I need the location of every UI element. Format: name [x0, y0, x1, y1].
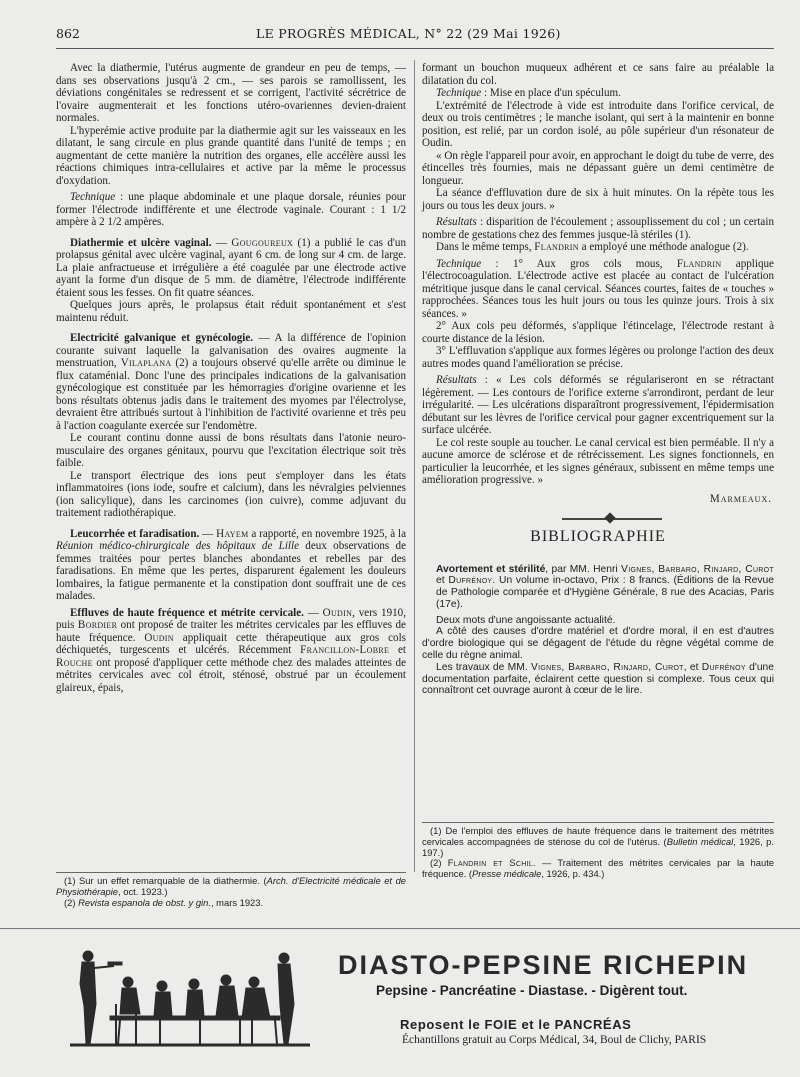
footnote-rule — [422, 822, 774, 823]
footnote — [422, 858, 774, 880]
footnote-text: (2) — [64, 896, 79, 908]
section-text: — A la différence de l'opinion courante suivant laquelle la galvanisation des ovaires augmente la menstruation, — [56, 332, 407, 369]
book-title: Avortement et stérilité — [436, 563, 546, 575]
author-names: Vignes, Barbaro, Rinjard, Curot — [621, 563, 774, 575]
left-column — [56, 62, 406, 694]
author-name: Oudin — [322, 606, 353, 619]
section-text: ont proposé de traiter les métrites cervicales par les effluves de haute fréquence. — [56, 619, 406, 644]
author-name: Oudin — [144, 631, 174, 644]
section-text: a rapporté, en novembre 1925, à la — [248, 527, 407, 540]
technique-text: : une plaque abdominale et une plaque dorsale, réunies pour former l'électrode indifférente et une électrode vaginale. Courant : 1 1/2 ampère à 2 1/2 ampères. — [56, 191, 406, 228]
author-signature: Marmeaux. — [709, 492, 772, 505]
advertisement-rule — [0, 928, 800, 929]
footnotes-right — [422, 826, 774, 880]
section-text: , vers 1910, puis — [56, 606, 407, 631]
paragraph-text: Les travaux de MM. — [436, 661, 531, 673]
paragraph: formant un bouchon muqueux adhérent et ce sans faire au préalable la dilatation du col. — [422, 62, 774, 87]
technique-paragraph — [56, 191, 406, 229]
author-name: Flandrin — [676, 257, 722, 270]
paragraph: Le col reste souple au toucher. Le canal cervical est bien perméable. Il n'y a aucune amorce de sclérose et de rétrécissement. Les signes fonctionnels, en particulier la leucorrhée, et les signes généraux, subissent en même temps une amélioration progressive. » — [422, 436, 774, 486]
header-rule — [56, 48, 774, 49]
footnote-text: . — Traitement des métrites cervicales par la haute fréquence. ( — [422, 857, 775, 880]
paragraph: 2° Aux cols peu déformés, s'applique l'étincelage, l'électrode restant à courte distance de la lésion. — [422, 320, 774, 345]
author-names: Flandrin et Schil — [447, 857, 534, 869]
bibliography-section — [422, 564, 774, 698]
bibliography-entry — [422, 564, 774, 611]
author-names: Vignes, Barbaro, Rinjard, Curot — [530, 661, 684, 673]
journal-title: Bulletin médical — [666, 835, 734, 847]
paragraph: L'extrémité de l'électrode à vide est introduite dans l'orifice cervical, de deux ou trois centimètres ; le manche isolant, qui sert à la maintenir en bonne position, est relié, par un cordon isolé, au pôle supérieur d'un résonateur de Oudin. — [422, 99, 774, 149]
results-paragraph — [422, 216, 774, 241]
section-text: et — [389, 644, 407, 656]
paragraph — [422, 662, 774, 697]
paragraph: Avec la diathermie, l'utérus augmente de grandeur en peu de temps, — dans ses observations jusqu'à 2 cm., — ses parois se ramollissent, les déviations congénitales se redressent et se corrigent, l'activité sécrétrice de l'ovaire augmenterait et les fonctions utéro-ovariennes devien-draient normales. — [56, 62, 406, 124]
paragraph-text: , et — [683, 661, 702, 673]
paragraph: Deux mots d'une angoissante actualité. — [436, 614, 616, 626]
section-title: Electricité galvanique et gynécologie. — [70, 332, 254, 344]
footnote — [422, 826, 774, 858]
results-paragraph — [422, 374, 774, 437]
running-head — [56, 26, 774, 44]
paragraph: La séance d'effluvation dure de six à huit minutes. On la répète tous les jours ou tous les deux jours. » — [422, 187, 774, 212]
author-name: Bordier — [77, 619, 118, 631]
footnote-text: (1) De l'emploi des effluves de haute fréquence dans le traitement des métrites cervicales accompagnées de sténose du col de l'utérus. ( — [422, 825, 774, 847]
paragraph: Le courant continu donne aussi de bons résultats dans l'atonie neuro-musculaire des organes génitaux, pourvu que l'excitation électrique soit très faible. — [56, 432, 406, 469]
technique-label: Technique — [436, 87, 482, 99]
author-name: Dufrénoy — [701, 661, 746, 673]
section-text: deux observations de femmes traitées pour pertes blanches abondantes et rebelles par des faradisations. En même que les pertes, disparurent également les douleurs lombaires, la fatigue permanente et la constipation dont souffrait une de ces malades. — [56, 540, 406, 602]
footnote — [56, 898, 406, 909]
section-title: Diathermie et ulcère vaginal. — [70, 236, 212, 249]
results-label: Résultats — [436, 216, 477, 228]
paragraph: A côté des causes d'ordre matériel et d'ordre moral, il en est d'autres d'ordre biologique qui se dégagent de l'étude du règne végétal comme de celle du règne animal. — [422, 626, 774, 662]
footnote-rule — [56, 872, 406, 873]
technique-text: : 1° Aux gros cols mous, — [481, 257, 677, 270]
footnote-text: , 1926, p. 197.) — [422, 835, 775, 858]
section-leucorrhee: Leucorrhée et faradisation. — Hayem a rapporté, en novembre 1925, à la Réunion médico-chirurgicale des hôpitaux de Lille deux observations de femmes traitées pour pertes blanches abondantes et rebelles par des faradisations. En même que les pertes, disparurent également les douleurs lombaires, la fatigue permanente et la constipation dont souffrait une de ces malades. — [56, 527, 407, 602]
journal-header: LE PROGRÈS MÉDICAL, N° 22 (29 Mai 1926) — [256, 26, 561, 41]
journal-title: Revista espanola de obst. y gin. — [78, 896, 211, 908]
author-name: Hayem — [216, 527, 249, 540]
paragraph: 3° L'effluvation s'applique aux formes légères ou prolonge l'action des deux autres modes quand l'amélioration se précise. — [422, 345, 774, 370]
right-column — [422, 62, 774, 697]
paragraph-text: d'une documentation parfaite, éclairent cette question si complexe. Tous ceux qui connaîtront cet ouvrage auront à cœur de le lire. — [422, 661, 774, 697]
advertisement-title: DIASTO-PEPSINE RICHEPIN — [338, 950, 749, 980]
technique-paragraph — [422, 258, 774, 321]
footnote-text: (2) — [430, 857, 448, 869]
author-name: Rouche — [56, 656, 93, 669]
section-title: Effluves de haute fréquence et métrite cervicale. — [70, 606, 304, 619]
author-name: Vilaplana — [120, 357, 172, 369]
footnote-text: , 1926, p. 434.) — [541, 868, 605, 880]
section-title: Leucorrhée et faradisation. — [70, 527, 200, 540]
technique-text: applique l'électrocoagulation. L'électrode active est placée au contact de l'ulcération métritique jusque dans le canal cervical. Séances courtes, faites de « touches » rapprochées. Séances tous les huit jours ou tous les quinze jours. Trois à six séances. » — [422, 257, 774, 320]
footnote-text: , oct. 1923.) — [118, 885, 168, 897]
section-text: (2) a toujours observé qu'elle arrête ou diminue le flux cataménial. Donc l'une des principales indications de la galvanisation gynécologique est constituée par les hémorragies d'origine ovarienne et les bons résultats obtenus jadis dans le traitement des myomes par l'électrolyse, devraient être attribués surtout à l'inhibition de l'activité ovarienne et très peu à l'action coagulante exercée sur l'endomètre. — [56, 357, 406, 432]
entry-text: , par MM. Henri — [545, 563, 622, 575]
paragraph: « On règle l'appareil pour avoir, en approchant le doigt du tube de verre, des étincelles très fournies, mais ne dépassant guère un demi centimètre de longueur. — [422, 149, 774, 187]
section-ornament — [422, 513, 774, 525]
author-name: Gougoureux — [231, 236, 294, 249]
author-name: Dufrénoy — [448, 575, 493, 587]
advertisement-products: Pepsine - Pancréatine - Diastase. - Digèrent tout. — [376, 983, 688, 998]
paragraph: Quelques jours après, le prolapsus était réduit spontanément et s'est maintenu réduit. — [56, 299, 406, 324]
section-diathermie-ulcere: Diathermie et ulcère vaginal. — Gougoureux (1) a publié le cas d'un prolapsus génital avec ulcère vaginal, ayant 6 cm. de long sur 4 cm. de large. La plaie anfractueuse et irrégulière a été coagulée par une électrode active ayant la forme d'un disque de 5 mm. de diamètre, l'électrode indifférente étaient sous les fesses. On fit quatre séances. — [56, 236, 406, 299]
ornament-diamond — [604, 512, 615, 523]
entry-text: . Un volume in-octavo, Prix : 8 francs. (Éditions de la Revue de Pathologie comparée et d'Hygiène Générale, 8 rue des Acacias, Paris (17e). — [436, 575, 775, 610]
entry-text: et — [436, 575, 449, 587]
section-text: (1) a publié le cas d'un prolapsus génital avec ulcère vaginal, ayant 6 cm. de long sur 4 cm. de large. La plaie anfractueuse et irrégulière a été coagulée par une électrode active ayant la forme d'un disque de 5 mm. de diamètre, l'électrode indifférente étaient sous les fesses. On fit quatre séances. — [56, 236, 406, 299]
page-number: 862 — [56, 26, 80, 41]
section-effluves: Effluves de haute fréquence et métrite cervicale. — Oudin, vers 1910, puis Bordier ont proposé de traiter les métrites cervicales par les effluves de haute fréquence. Oudin appliquait cette thérapeutique aux gros cols déchiquetés, turgescents et ulcérés. Récemment Francillon-Lobre et Rouche ont proposé d'appliquer cette méthode chez des malades atteintes de métrites cervicales avec col étroit, sténosé, obstrué par un écoulement glaireux, épais, — [56, 606, 407, 694]
paragraph-text: a employé une méthode analogue (2). — [578, 241, 749, 253]
section-text: appliquait cette thérapeutique aux gros cols déchiquetés, turgescents et ulcérés. Récemment — [56, 631, 406, 656]
author-name: Francillon-Lobre — [300, 644, 390, 656]
column-divider — [414, 60, 415, 872]
venue-name: Réunion médico-chirurgicale des hôpitaux de Lille — [56, 540, 300, 552]
technique-label: Technique — [70, 191, 116, 203]
paragraph — [422, 241, 774, 254]
footnote — [56, 876, 406, 898]
results-text: : « Les cols déformés se régulariseront en se rétractant légèrement. — Les contours de l'orifice externe s'arrondiront, perdant de leur irrégularité. — Les ulcérations disparaîtront progressivement, l'épidermisation débutant sur les lèvres de l'orifice cervical pour gagner excentriquement sur la surface ulcérée. — [422, 374, 774, 436]
footnote-text: , mars 1923. — [210, 896, 264, 908]
paragraph: Le transport électrique des ions peut s'employer dans les états inflammatoires (ions iode, soufre et calcium), dans les névralgies pelviennes (ion salicylique), dans les carcinomes (ion cuivre), comme adjuvant du traitement radiothérapique. — [56, 469, 406, 519]
banquet-illustration — [70, 944, 310, 1050]
technique-label: Technique — [436, 257, 482, 270]
journal-title: Arch. d'Electricité médicale et de Physiothérapie — [56, 875, 406, 897]
footnote-text: (1) Sur un effet remarquable de la diathermie. ( — [64, 875, 267, 886]
results-text: : disparition de l'écoulement ; assouplissement du col ; un certain nombre de gestations chez des femmes jusque-là stériles (1). — [422, 216, 774, 241]
results-label: Résultats — [436, 374, 477, 386]
footnotes-left — [56, 876, 406, 908]
journal-title: Presse médicale — [472, 868, 542, 880]
author-name: Flandrin — [534, 241, 579, 253]
paragraph: L'hyperémie active produite par la diathermie agit sur les vaisseaux en les dilatant, le sang circule en plus grande quantité dans l'unité de temps ; en augmentant de cette manière la nutrition des organes, elle accélère aussi les réactions chimiques intra-cellulaires et active par la même le processus d'oxydation. — [56, 124, 406, 187]
bibliography-title: BIBLIOGRAPHIE — [530, 528, 666, 545]
technique-paragraph — [422, 87, 774, 100]
section-text: ont proposé d'appliquer cette méthode chez des malades atteintes de métrites cervicales avec col étroit, sténosé, obstrué par un écoulement glaireux, épais, — [56, 656, 406, 694]
section-electricite-galvanique — [56, 332, 406, 432]
paragraph-text: Dans le même temps, — [436, 241, 535, 253]
technique-text: : Mise en place d'un spéculum. — [481, 87, 621, 99]
advertisement-samples: Échantillons gratuit au Corps Médical, 34, Boul de Clichy, PARIS — [402, 1034, 707, 1046]
advertisement-slogan: Reposent le FOIE et le PANCRÉAS — [400, 1017, 632, 1032]
